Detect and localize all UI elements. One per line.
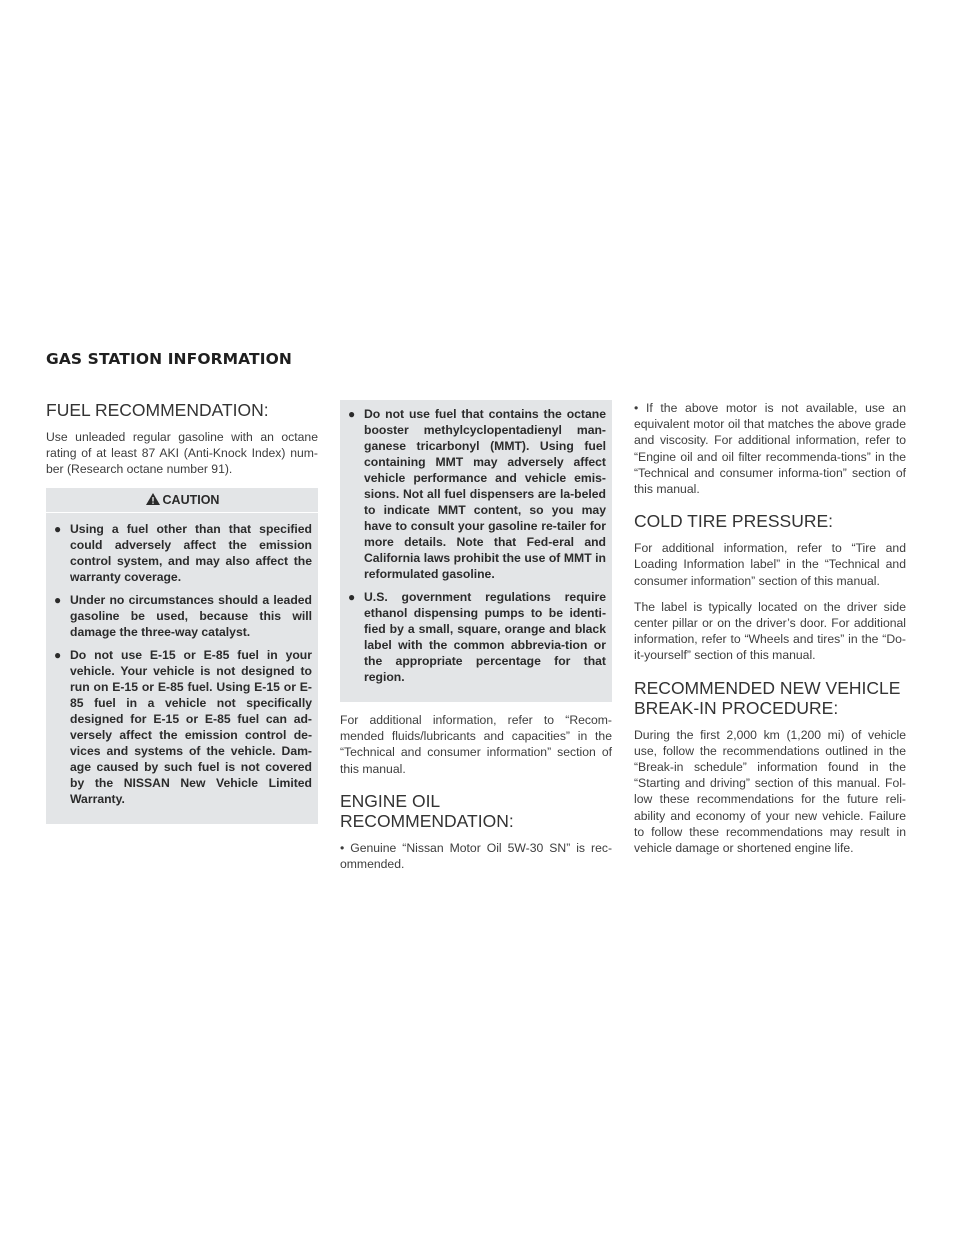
fluids-body: For additional information, refer to “Recom-mended fluids/lubricants and capacities” in the “Technical and consumer information” section of this manual. [340, 713, 612, 776]
breakin-heading [634, 678, 906, 718]
caution-item [52, 592, 312, 640]
caution-item-text: Under no circumstances should a leaded gasoline be used, because this will damage the three-way catalyst. [70, 592, 312, 639]
column-left [46, 400, 318, 824]
caution-item [346, 589, 606, 685]
section-title: GAS STATION INFORMATION [46, 350, 292, 368]
fuel-heading: FUEL RECOMMENDATION: [46, 400, 269, 420]
caution-list-continued [346, 406, 606, 685]
caution-item [52, 521, 312, 585]
fuel-body: Use unleaded regular gasoline with an octane rating of at least 87 AKI (Anti-Knock Index) num-ber (Research octane number 91). [46, 430, 318, 477]
caution-item [52, 647, 312, 807]
caution-item-text: Do not use fuel that contains the octane booster methylcyclopentadienyl man-ganese tricarbonyl (MMT). Using fuel containing MMT may adversely affect vehicle performance and vehicle emis-sions. Not all fuel dispensers are la-beled to indicate MMT content, so you may have to consult your gasoline re-tailer for more details. Note that Fed-eral and California laws prohibit the use of MMT in reformulated gasoline. [364, 407, 606, 581]
engine-oil-body-continued: • If the above motor is not available, use an equivalent motor oil that matches the above grade and viscosity. For additional information, refer to “Engine oil and oil filter recommenda-tions” in the “Technical and consumer informa-tion” section of this manual. [634, 401, 906, 497]
warning-triangle-icon [145, 492, 161, 506]
caution-item-text: Using a fuel other than that specified could adversely affect the emission control system, and may also affect the warranty coverage. [70, 521, 312, 584]
breakin-body: During the first 2,000 km (1,200 mi) of vehicle use, follow the recommendations outlined in the “Break-in schedule” information found in the “Starting and driving” section of this manual. Fol-low these recommendations for the future reli-ability and economy of your new vehicle. Failure to follow these recommendations may result in vehicle damage or shortened engine life. [634, 727, 906, 856]
breakin-heading-line1: RECOMMENDED NEW VEHICLE [634, 677, 901, 698]
tire-body-2: The label is typically located on the driver side center pillar or on the driver’s door. For additional information, refer to “Wheels and tires” in the “Do-it-yourself” section of this manual. [634, 599, 906, 663]
caution-box [46, 488, 318, 824]
caution-item-text: Do not use E-15 or E-85 fuel in your vehicle. Your vehicle is not designed to run on E-15 or E-85 fuel. Using E-15 or E-85 fuel in a vehicle not specifically designed for E-15 or E-85 fuel can ad-versely affect the emission control de-vices and systems of the vehicle. Dam-age caused by such fuel is not covered by the NISSAN New Vehicle Limited Warranty. [70, 647, 312, 806]
bullet-icon: ● [54, 521, 62, 536]
engine-oil-body: • Genuine “Nissan Motor Oil 5W-30 SN” is rec-ommended. [340, 840, 612, 872]
tire-body-1: For additional information, refer to “Tire and Loading Information label” in the “Technical and consumer information” section of this manual. [634, 541, 906, 588]
bullet-icon: ● [348, 407, 356, 421]
column-right [634, 400, 906, 866]
caution-header [46, 488, 318, 513]
engine-oil-heading: ENGINE OIL RECOMMENDATION: [340, 790, 514, 831]
caution-label: CAUTION [162, 492, 220, 507]
caution-item [346, 406, 606, 582]
column-middle [340, 400, 612, 882]
breakin-heading-line2: BREAK-IN PROCEDURE: [634, 697, 839, 718]
caution-item-text: U.S. government regulations require ethanol dispensing pumps to be identi-fied by a small, square, orange and black label with the common abbrevia-tion or the appropriate percentage for that region. [364, 590, 606, 684]
bullet-icon: ● [54, 647, 62, 662]
caution-box-continued [340, 400, 612, 702]
tire-heading: COLD TIRE PRESSURE: [634, 511, 834, 532]
caution-list [52, 521, 312, 807]
bullet-icon: ● [348, 590, 356, 604]
bullet-icon: ● [54, 592, 62, 607]
